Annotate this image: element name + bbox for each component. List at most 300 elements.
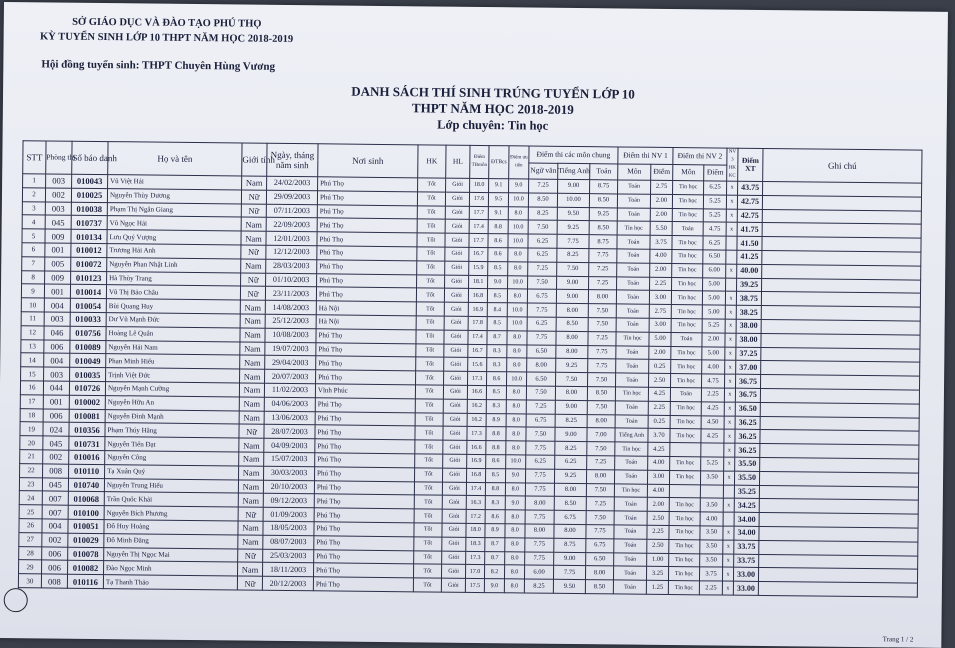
cell-x: x	[724, 388, 735, 402]
cell-x: x	[725, 291, 736, 305]
cell-hl: Giỏi	[442, 509, 466, 523]
cell-m1: Toán	[617, 235, 650, 249]
cell-dob: 23/11/2003	[265, 287, 316, 301]
cell-toan: 7.00	[587, 428, 615, 442]
cell-c: 8.0	[506, 400, 526, 414]
cell-b: 8.5	[487, 289, 507, 303]
cell-m1: Tin học	[615, 442, 648, 456]
cell-dob: 29/04/2003	[265, 356, 316, 370]
cell-xt: 34.00	[734, 512, 759, 526]
cell-van: 7.75	[525, 538, 554, 552]
cell-sbd: 010016	[69, 450, 105, 464]
cell-hk: Tốt	[416, 330, 444, 344]
cell-hk: Tốt	[416, 371, 444, 385]
cell-x: x	[723, 554, 734, 568]
cell-place: Phú Thọ	[317, 260, 417, 275]
cell-m1: Tin học	[616, 332, 649, 346]
cell-xt: 36.25	[735, 430, 760, 444]
cell-b: 8.2	[484, 565, 504, 579]
cell-dob: 19/07/2003	[265, 342, 316, 356]
cell-dob: 01/09/2003	[263, 507, 314, 521]
cell-m2: Tin học	[672, 249, 703, 263]
cell-p: 004	[44, 353, 70, 367]
cell-d1: 5.50	[650, 222, 672, 236]
cell-stt: 29	[19, 560, 42, 574]
cell-d2	[701, 443, 724, 457]
cell-hk: Tốt	[417, 274, 445, 288]
cell-place: Phú Thọ	[315, 411, 415, 426]
cell-toan: 7.50	[586, 483, 614, 497]
col-gender: Giới tính	[242, 143, 267, 176]
cell-x: x	[723, 498, 734, 512]
cell-a: 16.6	[467, 441, 486, 455]
cell-b: 8.3	[487, 358, 507, 372]
cell-xt: 42.75	[737, 195, 762, 209]
cell-stt: 21	[20, 450, 43, 464]
cell-van: 7.50	[528, 220, 557, 234]
cell-p: 046	[44, 326, 70, 340]
cell-stt: 23	[19, 477, 42, 491]
cell-place: Phú Thọ	[317, 218, 417, 233]
cell-name: Nguyễn Bích Phương	[104, 506, 238, 521]
cell-hl: Giỏi	[446, 178, 470, 192]
cell-m2: Tin học	[670, 415, 701, 429]
cell-hl: Giỏi	[445, 206, 469, 220]
cell-place: Phú Thọ	[316, 356, 416, 371]
cell-b: 8.5	[485, 468, 505, 482]
cell-d2: 3.50	[701, 471, 724, 485]
cell-hk: Tốt	[417, 247, 445, 261]
cell-c: 8.0	[507, 344, 527, 358]
cell-m1: Toán	[616, 304, 649, 318]
cell-xt: 36.25	[735, 443, 760, 457]
cell-d1: 3.00	[649, 291, 671, 305]
cell-xt: 35.25	[734, 485, 759, 499]
cell-hk: Tốt	[413, 564, 441, 578]
col-nv2-group: Điểm thi NV 2	[673, 148, 727, 165]
cell-stt: 30	[18, 574, 41, 588]
cell-xt: 35.50	[735, 471, 760, 485]
cell-d2: 3.50	[700, 553, 723, 567]
cell-x: x	[723, 540, 734, 554]
title-line-1: DANH SÁCH THÍ SINH TRÚNG TUYỂN LỚP 10	[351, 83, 635, 102]
cell-c: 8.0	[505, 551, 525, 565]
cell-a: 16.7	[469, 247, 488, 261]
cell-hk: Tốt	[414, 509, 442, 523]
cell-m1: Toán	[616, 373, 649, 387]
cell-x	[723, 512, 734, 526]
cell-anh: 8.50	[554, 497, 586, 511]
cell-toan: 8.50	[589, 221, 617, 235]
cell-d1: 2.50	[647, 539, 669, 553]
cell-stt: 3	[22, 201, 45, 215]
cell-m2: Tin học	[672, 208, 703, 222]
cell-m1: Toán	[617, 194, 650, 208]
cell-van: 7.75	[527, 303, 556, 317]
cell-hk: Tốt	[416, 343, 444, 357]
cell-d2: 2.25	[701, 388, 724, 402]
cell-a: 16.8	[466, 468, 485, 482]
cell-place: Phú Thọ	[314, 494, 414, 509]
results-table-wrapper	[18, 140, 923, 597]
cell-van: 8.00	[525, 524, 554, 538]
cell-sbd: 010134	[71, 229, 107, 243]
cell-stt: 16	[20, 381, 43, 395]
cell-x: x	[725, 360, 736, 374]
cell-stt: 20	[20, 436, 43, 450]
col-nv2-subject: Môn	[673, 164, 704, 181]
cell-name: Bùi Quang Huy	[106, 299, 240, 314]
cell-anh: 8.25	[555, 441, 587, 455]
cell-sbd: 010012	[71, 243, 107, 257]
cell-sbd: 010035	[70, 367, 106, 381]
cell-place: Phú Thọ	[314, 480, 414, 495]
cell-hk: Tốt	[415, 454, 443, 468]
cell-hk: Tốt	[417, 219, 445, 233]
cell-toan: 7.75	[586, 525, 614, 539]
cell-b: 8.3	[485, 496, 505, 510]
cell-x: x	[725, 319, 736, 333]
cell-hk: Tốt	[417, 261, 445, 275]
col-place: Nơi sinh	[318, 144, 418, 178]
cell-m1: Toán	[618, 180, 651, 194]
cell-toan: 8.00	[586, 469, 614, 483]
cell-d1: 4.25	[648, 387, 670, 401]
cell-a: 16.3	[466, 496, 485, 510]
cell-place: Phú Thọ	[317, 191, 417, 206]
cell-name: Nguyễn Thị Ngọc Mai	[104, 547, 238, 562]
cell-gt: Nam	[240, 369, 265, 383]
col-van: Ngữ văn	[529, 163, 558, 180]
cell-m2: Tin học	[671, 291, 702, 305]
cell-gt: Nam	[239, 438, 264, 452]
cell-hl: Giỏi	[441, 578, 465, 592]
cell-a: 17.7	[469, 234, 488, 248]
cell-hl: Giỏi	[442, 537, 466, 551]
cell-d1: 2.25	[647, 525, 669, 539]
cell-name: Đào Ngọc Minh	[104, 561, 238, 576]
cell-toan: 7.50	[588, 304, 616, 318]
cell-c: 8.0	[507, 358, 527, 372]
cell-a: 17.8	[468, 316, 487, 330]
col-anh: Tiếng Anh	[558, 163, 590, 180]
cell-stt: 19	[20, 422, 43, 436]
cell-b: 8.6	[487, 372, 507, 386]
cell-gt: Nam	[239, 397, 264, 411]
cell-a: 18.1	[469, 275, 488, 289]
cell-gt: Nam	[238, 480, 263, 494]
cell-b: 8.6	[488, 234, 508, 248]
cell-van: 7.25	[529, 179, 558, 193]
cell-sbd: 010068	[68, 492, 104, 506]
cell-m1: Toán	[617, 249, 650, 263]
cell-d1: 2.00	[649, 346, 671, 360]
cell-xt: 36.50	[735, 402, 760, 416]
cell-b: 8.6	[486, 455, 506, 469]
cell-d1: 4.00	[647, 484, 669, 498]
cell-b: 8.3	[487, 344, 507, 358]
cell-a: 17.5	[465, 578, 484, 592]
cell-van: 6.25	[528, 248, 557, 262]
cell-anh: 9.00	[554, 552, 586, 566]
cell-dob: 07/11/2003	[266, 204, 317, 218]
col-hl: HL	[446, 145, 470, 178]
cell-c: 10.0	[508, 234, 528, 248]
cell-gt: Nam	[239, 383, 264, 397]
cell-hk: Tốt	[415, 426, 443, 440]
cell-stt: 6	[22, 243, 45, 257]
cell-anh: 9.00	[558, 179, 590, 193]
cell-toan: 7.75	[588, 359, 616, 373]
cell-xt: 41.25	[737, 250, 762, 264]
cell-m2: Tin học	[669, 553, 700, 567]
cell-d2	[700, 484, 723, 498]
results-table-body	[18, 174, 921, 597]
cell-hl: Giỏi	[443, 413, 467, 427]
cell-c: 8.0	[505, 537, 525, 551]
cell-sbd: 010082	[68, 561, 104, 575]
cell-d1: 4.00	[650, 249, 672, 263]
cell-x: x	[725, 347, 736, 361]
page-number: Trang 1 / 2	[882, 635, 914, 644]
cell-gt: Nam	[239, 466, 264, 480]
cell-place: Phú Thọ	[317, 273, 417, 288]
cell-c: 8.0	[505, 510, 525, 524]
cell-anh: 8.00	[556, 345, 588, 359]
cell-m2: Tin học	[669, 512, 700, 526]
cell-d2: 3.50	[700, 498, 723, 512]
cell-p: 002	[43, 450, 69, 464]
cell-hl: Giỏi	[443, 440, 467, 454]
cell-xt: 37.00	[736, 361, 761, 375]
cell-hl: Giỏi	[442, 482, 466, 496]
cell-d2: 4.25	[701, 429, 724, 443]
cell-gt: Nữ	[241, 204, 266, 218]
cell-toan: 7.25	[587, 456, 615, 470]
cell-place: Phú Thọ	[315, 398, 415, 413]
cell-stt: 8	[22, 270, 45, 284]
cell-name: Dư Vũ Mạnh Đức	[106, 313, 240, 328]
cell-d2: 5.00	[702, 346, 725, 360]
cell-hl: Giỏi	[444, 330, 468, 344]
cell-name: Nguyễn Hải Nam	[106, 340, 240, 355]
cell-p: 007	[42, 491, 68, 505]
cell-hl: Giỏi	[443, 399, 467, 413]
cell-xt: 41.50	[737, 236, 762, 250]
cell-b: 8.8	[486, 427, 506, 441]
cell-m1: Toán	[617, 263, 650, 277]
cell-p: 045	[42, 477, 68, 491]
cell-name: Trịnh Việt Đức	[106, 368, 240, 383]
cell-gt: Nam	[239, 411, 264, 425]
cell-p: 001	[44, 284, 70, 298]
cell-m1: Tin học	[617, 221, 650, 235]
cell-b: 8.3	[486, 399, 506, 413]
cell-c: 8.0	[505, 524, 525, 538]
cell-d2: 3.50	[700, 526, 723, 540]
cell-hk: Tốt	[416, 357, 444, 371]
cell-c: 8.0	[506, 386, 526, 400]
cell-hk: Tốt	[414, 550, 442, 564]
cell-toan: 7.50	[586, 511, 614, 525]
cell-hk: Tốt	[415, 399, 443, 413]
cell-anh: 8.75	[554, 538, 586, 552]
col-nv2-score: Điểm	[704, 164, 727, 181]
cell-name: Vũ Thị Bảo Châu	[106, 285, 240, 300]
cell-b: 8.8	[486, 441, 506, 455]
cell-hl: Giỏi	[445, 192, 469, 206]
cell-place: Phú Thọ	[315, 425, 415, 440]
cell-dob: 28/03/2003	[266, 259, 317, 273]
cell-a: 16.2	[467, 399, 486, 413]
cell-anh: 7.50	[556, 372, 588, 386]
cell-x: x	[724, 402, 735, 416]
cell-a: 17.2	[466, 509, 485, 523]
cell-dob: 28/07/2003	[264, 425, 315, 439]
cell-hk: Tốt	[416, 316, 444, 330]
cell-c: 10.0	[507, 303, 527, 317]
cell-van: 6.75	[526, 414, 555, 428]
cell-hl: Giỏi	[445, 247, 469, 261]
cell-place: Phú Thọ	[317, 204, 417, 219]
cell-van: 7.75	[527, 331, 556, 345]
cell-toan: 8.50	[587, 387, 615, 401]
cell-m2: Toán	[671, 332, 702, 346]
cell-hl: Giỏi	[444, 316, 468, 330]
cell-anh: 7.75	[553, 566, 585, 580]
cell-p: 006	[42, 546, 68, 560]
cell-m1: Tin học	[615, 387, 648, 401]
cell-x	[723, 485, 734, 499]
cell-stt: 24	[19, 491, 42, 505]
cell-c: 8.0	[508, 206, 528, 220]
cell-name: Đỗ Huy Hoàng	[104, 519, 238, 534]
cell-stt: 11	[21, 312, 44, 326]
cell-d1: 1.00	[647, 553, 669, 567]
cell-a: 16.2	[467, 413, 486, 427]
cell-d2: 4.00	[702, 360, 725, 374]
title-line-2: THPT NĂM HỌC 2018-2019	[411, 100, 574, 117]
cell-x: x	[724, 443, 735, 457]
cell-a: 16.9	[468, 303, 487, 317]
cell-a: 17.4	[466, 482, 485, 496]
cell-dob: 24/02/2003	[267, 176, 318, 190]
cell-stt: 13	[21, 339, 44, 353]
cell-sbd: 010740	[68, 478, 104, 492]
cell-toan: 8.50	[585, 580, 613, 594]
cell-b: 9.0	[484, 579, 504, 593]
cell-sbd: 010043	[72, 174, 108, 188]
cell-p: 003	[44, 367, 70, 381]
cell-xt: 38.75	[736, 292, 761, 306]
cell-b: 8.5	[487, 317, 507, 331]
cell-xt: 38.00	[736, 333, 761, 347]
cell-m2: Tin học	[671, 360, 702, 374]
cell-place: Phú Thọ	[318, 177, 418, 192]
cell-gt: Nam	[239, 452, 264, 466]
cell-d2: 5.25	[703, 208, 726, 222]
cell-m1: Toán	[617, 208, 650, 222]
cell-hk: Tốt	[415, 468, 443, 482]
cell-toan: 7.50	[588, 373, 616, 387]
cell-toan: 7.75	[589, 249, 617, 263]
col-stt: STT	[23, 141, 46, 174]
cell-van: 6.75	[527, 289, 556, 303]
cell-c: 8.0	[507, 331, 527, 345]
cell-m2: Tin học	[669, 498, 700, 512]
cell-x: x	[726, 195, 737, 209]
cell-hl: Giỏi	[443, 468, 467, 482]
cell-hk: Tốt	[414, 481, 442, 495]
cell-gt: Nữ	[240, 286, 265, 300]
cell-dob: 12/01/2003	[266, 231, 317, 245]
cell-dob: 09/12/2003	[263, 494, 314, 508]
cell-hl: Giỏi	[444, 371, 468, 385]
cell-m1: Toán	[614, 552, 647, 566]
cell-dob: 20/07/2003	[265, 369, 316, 383]
cell-a: 16.8	[468, 289, 487, 303]
cell-sbd: 010756	[70, 326, 106, 340]
cell-toan: 7.25	[586, 497, 614, 511]
cell-name: Nguyễn Tiến Đạt	[105, 437, 239, 452]
cell-m2: Tin học	[672, 236, 703, 250]
cell-name: Nguyễn Phan Nhật Linh	[107, 257, 241, 272]
cell-c: 8.0	[504, 579, 524, 593]
cell-van: 6.00	[524, 565, 553, 579]
cell-b: 8.4	[487, 303, 507, 317]
cell-c: 9.0	[509, 179, 529, 193]
cell-d2: 6.50	[703, 250, 726, 264]
cell-d1: 2.25	[650, 277, 672, 291]
cell-d2: 2.00	[702, 333, 725, 347]
cell-c: 9.0	[505, 469, 525, 483]
cell-stt: 27	[19, 532, 42, 546]
cell-m2: Tin học	[673, 181, 704, 195]
cell-toan: 8.75	[589, 235, 617, 249]
cell-gt: Nam	[238, 535, 263, 549]
cell-place: Hà Nội	[316, 301, 416, 316]
cell-sbd: 010033	[70, 312, 106, 326]
cell-d2: 4.75	[703, 222, 726, 236]
cell-p: 002	[42, 533, 68, 547]
cell-stt: 18	[20, 408, 43, 422]
cell-dob: 04/09/2003	[264, 438, 315, 452]
cell-sbd: 010002	[69, 395, 105, 409]
cell-p: 006	[42, 560, 68, 574]
cell-a: 17.4	[468, 330, 487, 344]
cell-d1: 0.25	[649, 360, 671, 374]
cell-gt: Nam	[240, 314, 265, 328]
cell-toan: 8.00	[585, 566, 613, 580]
cell-m2: Tin học	[671, 346, 702, 360]
cell-anh: 10.00	[557, 193, 589, 207]
cell-place: Phú Thọ	[313, 563, 413, 578]
document-page	[0, 2, 948, 648]
col-dtbcs: ĐTBcs	[489, 146, 509, 179]
cell-dob: 25/03/2003	[263, 549, 314, 563]
cell-anh: 9.50	[557, 207, 589, 221]
cell-b: 8.5	[486, 386, 506, 400]
cell-name: Đỗ Minh Đăng	[104, 533, 238, 548]
cell-x: x	[723, 526, 734, 540]
cell-m1: Toán	[613, 580, 646, 594]
cell-xt: 40.00	[737, 264, 762, 278]
cell-hk: Tốt	[417, 192, 445, 206]
cell-anh: 8.00	[555, 386, 587, 400]
cell-d1: 2.00	[650, 194, 672, 208]
cell-dob: 30/03/2003	[264, 466, 315, 480]
cell-d2: 5.25	[701, 457, 724, 471]
